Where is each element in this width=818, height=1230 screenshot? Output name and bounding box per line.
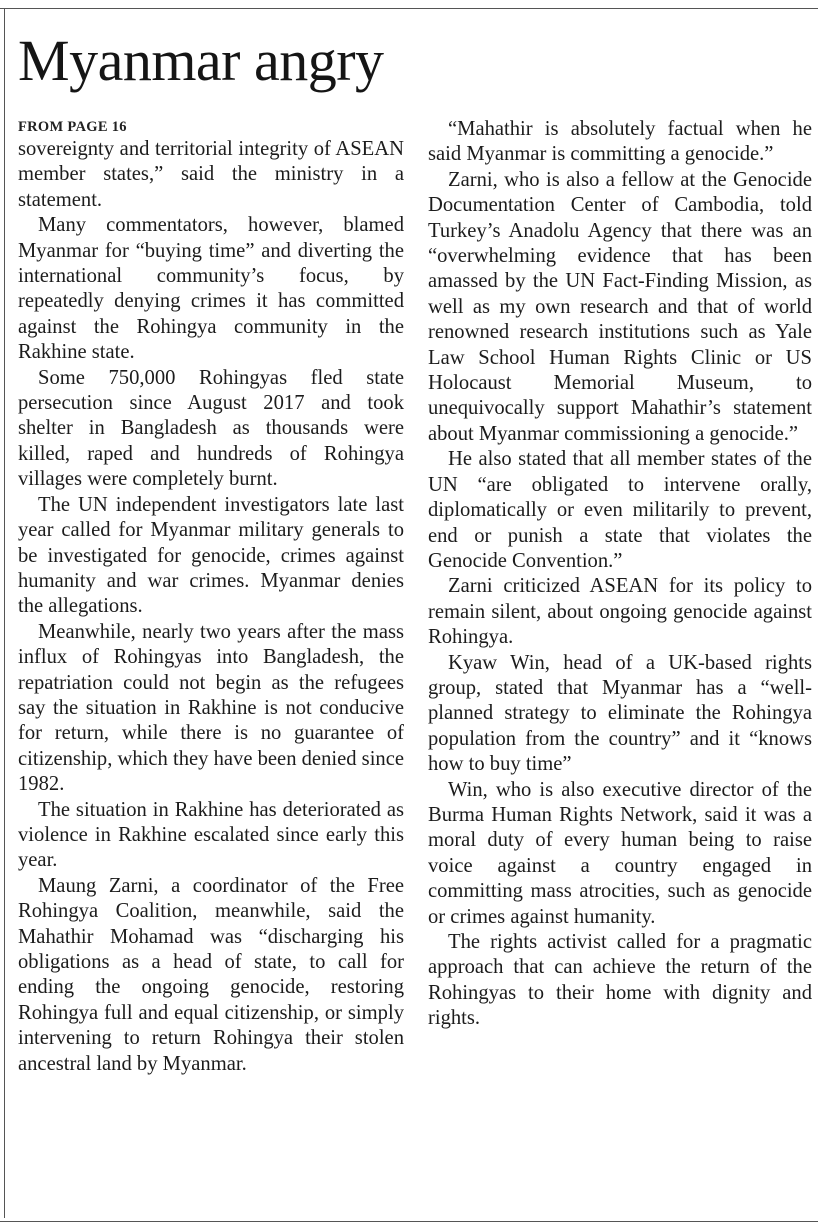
bottom-divider	[0, 1221, 818, 1222]
article-column-right	[428, 117, 812, 1032]
paragraph: Some 750,000 Rohingyas fled state persecution since August 2017 and took shelter in Bangladesh as thousands were killed, raped and hundreds of Rohingya villages were completely burnt.	[18, 366, 404, 491]
continuation-label: FROM PAGE 16	[18, 119, 127, 135]
paragraph: The rights activist called for a pragmatic approach that can achieve the return of the Rohingyas to their home with dignity and rights.	[428, 931, 812, 1030]
paragraph: “Mahathir is absolutely factual when he said Myanmar is committing a genocide.”	[428, 118, 812, 166]
paragraph: Zarni, who is also a fellow at the Genocide Documentation Center of Cambodia, told Turkey’s Anadolu Agency that there was an “overwhelming evidence that has been amassed by the UN Fact-Finding Mission, as well as my own research and that of world renowned research institutions such as Yale Law School Human Rights Clinic or US Holocaust Memorial Museum, to unequivocally support Mahathir’s statement about Myanmar commissioning a genocide.”	[428, 168, 812, 445]
paragraph: Kyaw Win, head of a UK-based rights group, stated that Myanmar has a “well-planned strategy to eliminate the Rohingya population from the country” and it “knows how to buy time”	[428, 651, 812, 776]
paragraph: The UN independent investigators late last year called for Myanmar military generals to be investigated for genocide, crimes against humanity and war crimes. Myanmar denies the allegations.	[18, 493, 404, 618]
article-column-left	[18, 117, 404, 1077]
paragraph: sovereignty and territorial integrity of ASEAN member states,” said the ministry in a statement.	[18, 138, 404, 211]
paragraph: The situation in Rakhine has deteriorated as violence in Rakhine escalated since early this year.	[18, 798, 404, 872]
paragraph: Many commentators, however, blamed Myanmar for “buying time” and diverting the international community’s focus, by repeatedly denying crimes it has committed against the Rohingya community in the Rakhine state.	[18, 214, 404, 364]
paragraph: Win, who is also executive director of the Burma Human Rights Network, said it was a moral duty of every human being to raise voice against a country engaged in committing mass atrocities, such as genocide or crimes against humanity.	[428, 778, 812, 928]
article-headline: Myanmar angry	[18, 28, 384, 93]
paragraph: Zarni criticized ASEAN for its policy to remain silent, about ongoing genocide against Rohingya.	[428, 575, 812, 649]
left-divider	[4, 8, 5, 1218]
paragraph: Meanwhile, nearly two years after the mass influx of Rohingyas into Bangladesh, the repatriation could not begin as the refugees say the situation in Rakhine is not conducive for return, while there is no guarantee of citizenship, which they have been denied since 1982.	[18, 620, 404, 796]
paragraph: He also stated that all member states of the UN “are obligated to intervene orally, diplomatically or even militarily to prevent, end or punish a state that violates the Genocide Convention.”	[428, 448, 812, 572]
paragraph: Maung Zarni, a coordinator of the Free Rohingya Coalition, meanwhile, said the Mahathir Mohamad was “discharging his obligations as a head of state, to call for ending the ongoing genocide, restoring Rohingya full and equal citizenship, or simply intervening to return Rohingya their stolen ancestral land by Myanmar.	[18, 874, 404, 1075]
top-divider	[0, 8, 818, 9]
